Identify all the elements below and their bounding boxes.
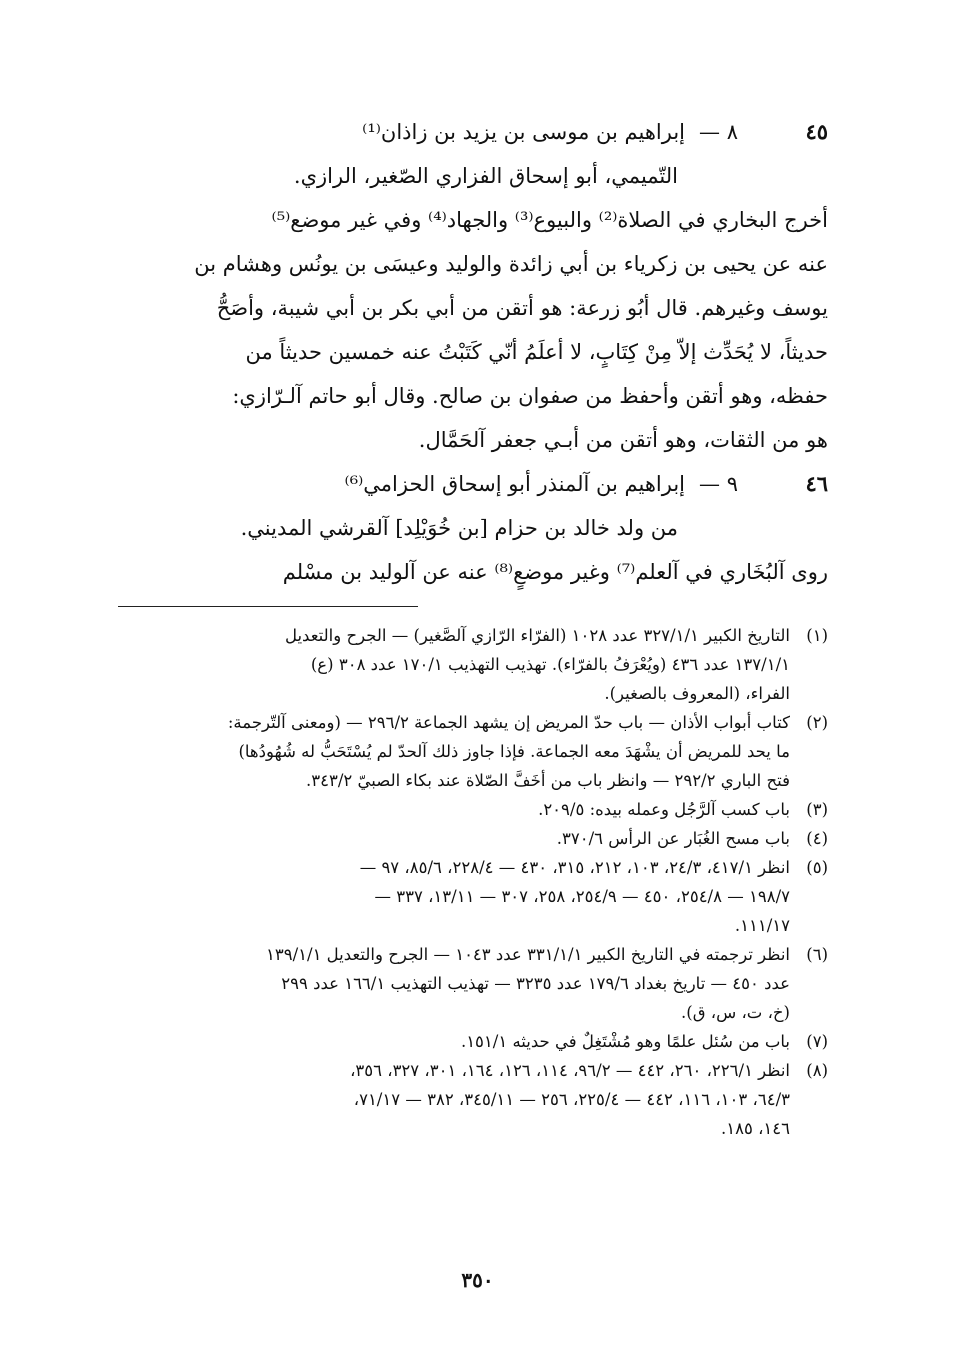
footnote-line: ١٣٧/١/١ عدد ٤٣٦ (ويُعْرَفُ بالفرّاء). تهذيب التهذيب ١٧٠/١ عدد ٣٠٨ (ع) <box>310 655 790 674</box>
footnote-marker: (١) <box>806 626 828 645</box>
entry-heading <box>118 462 828 506</box>
footnote-divider <box>118 606 418 607</box>
text-line: روى آلبُخَاري في آلعلم⁽⁷⁾ وغير موضعٍ⁽⁸⁾ عنه عن آلوليد بن مسْلم <box>282 560 828 584</box>
footnote-line: عدد ٤٥٠ — تاريخ بغداد ١٧٩/٦ عدد ٣٢٣٥ — تهذيب التهذيب ١٦٦/١ عدد ٢٩٩ <box>281 974 790 993</box>
footnote-line: فتح الباري ٢٩٢/٢ — وانظر باب من أخَفَّ الصّلاة عند بكاء الصبيّ ٣٤٣/٢. <box>306 771 790 790</box>
footnote <box>118 1027 828 1056</box>
text-line: حديثاً، لا يُحَدِّث إلاّ مِنْ كِتَابٍ، لا أعلَمُ أنّي كَتَبْتُ عنه خمسين حديثاً من <box>245 340 828 364</box>
footnote-line: انظر ترجمته في التاريخ الكبير ٣٣١/١/١ عدد ١٠٤٣ — الجرح والتعديل ١٣٩/١/١ <box>266 945 790 964</box>
text-line: من ولد خالد بن حزام [بن خُوَيْلِد] آلقرشي المديني. <box>240 516 678 540</box>
text-line: يوسف وغيرهم. قال أبُو زرعة: هو أتقن من أبي بكر بن أبي شيبة، وأصَحُّ <box>216 296 828 320</box>
footnote <box>118 708 828 795</box>
text-line: حفظه، وهو أتقن وأحفظ من صفوان بن صالح. وقال أبو حاتم آلـرّازي: <box>232 384 828 408</box>
footnote <box>118 795 828 824</box>
footnote-line: ١١١/١٧. <box>734 916 790 935</box>
text-line: عنه عن يحيى بن زكرياء بن أبي زائدة والوليد وعيسَى بن يونُس وهشام بن <box>194 252 828 276</box>
footnote <box>118 940 828 1027</box>
footnote-line: باب من سُئل علمًا وهو مُشْتَغِلٌ في حديثه ١٥١/١. <box>460 1032 790 1051</box>
footnote-line: انظر ٤١٧/١، ٢٤/٣، ١٠٣، ٢١٢، ٣١٥، ٤٣٠ — ٢٢٨/٤، ٨٥/٦، ٩٧ — <box>359 858 790 877</box>
footnote-line: ١٩٨/٧ — ٢٥٤/٨، ٤٥٠ — ٢٥٤/٩، ٢٥٨، ٣٠٧ — ١٣/١١، ٣٣٧ — <box>374 887 790 906</box>
entry-sequence: ٩ — <box>699 472 738 496</box>
footnote-line: (خ، ت، س، ق). <box>681 1003 790 1022</box>
entry-number: ٤٥ <box>805 119 828 144</box>
text-line: أخرج البخاري في الصلاة⁽²⁾ والبيوع⁽³⁾ والجهاد⁽⁴⁾ وفي غير موضع⁽⁵⁾ <box>271 208 828 232</box>
footnote-line: التاريخ الكبير ٣٢٧/١/١ عدد ١٠٢٨ (الفرّاء الرّازي آلصَّغير) — الجرح والتعديل <box>284 626 790 645</box>
entry-title: إبراهيم بن آلمنذر أبو إسحاق الحزامي⁽⁶⁾ <box>344 472 686 496</box>
footnote <box>118 853 828 940</box>
footnote-line: ما يحد للمريض أن يشْهَدَ معه الجماعة. فإذا جاوز ذلك آلحدّ لم يُسْتَحَبُّ له شُهُودُها) <box>238 742 790 761</box>
footnote-marker: (٦) <box>806 945 828 964</box>
footnote <box>118 824 828 853</box>
footnote-line: انظر ٢٢٦/١، ٢٦٠، ٤٤٢ — ٩٦/٢، ١١٤، ١٢٦، ١٦٤، ٣٠١، ٣٢٧، ٣٥٦، <box>350 1061 790 1080</box>
footnote-line: ٦٤/٣، ١٠٣، ١١٦، ٤٤٢ — ٢٢٥/٤، ٢٥٦ — ٣٤٥/١١، ٣٨٢ — ٧١/١٧، <box>353 1090 790 1109</box>
entry-title: إبراهيم بن موسى بن يزيد بن زاذان⁽¹⁾ <box>362 120 686 144</box>
footnote-line: باب كسب آلرَّجُل وعمله بيده: ٢٠٩/٥. <box>538 800 790 819</box>
text-line: هو من الثقات، وهو أتقن من أبـي جعفر آلحَمَّال. <box>418 428 828 452</box>
footnote-marker: (٥) <box>806 858 828 877</box>
footnote-line: باب مسح الغُبَار عن الرأس ٣٧٠/٦. <box>556 829 790 848</box>
page-number: ٣٥٠ <box>461 1268 494 1292</box>
entry-number: ٤٦ <box>805 471 828 496</box>
footnote-line: الفراء، (المعروف بالصغير). <box>604 684 790 703</box>
footnote-marker: (٨) <box>806 1061 828 1080</box>
entry-sequence: ٨ — <box>699 120 738 144</box>
footnote <box>118 1056 828 1143</box>
footnote-marker: (٣) <box>806 800 828 819</box>
footnotes <box>118 621 828 1143</box>
footnote-marker: (٢) <box>806 713 828 732</box>
footnote-line: كتاب أبواب الأذان — باب حدّ المريض إن يشهد الجماعة ٢٩٦/٢ — (ومعنى آلتّرجمة: <box>227 713 790 732</box>
footnote-marker: (٧) <box>806 1032 828 1051</box>
text-line: التّميمي، أبو إسحاق الفزاري الصّغير، الرازي. <box>293 164 678 188</box>
biography-entry <box>118 462 828 594</box>
entry-heading <box>118 110 828 154</box>
footnote-line: ١٤٦، ١٨٥. <box>720 1119 790 1138</box>
footnote-marker: (٤) <box>806 829 828 848</box>
book-page <box>118 110 828 1143</box>
biography-entry <box>118 110 828 462</box>
footnote <box>118 621 828 708</box>
